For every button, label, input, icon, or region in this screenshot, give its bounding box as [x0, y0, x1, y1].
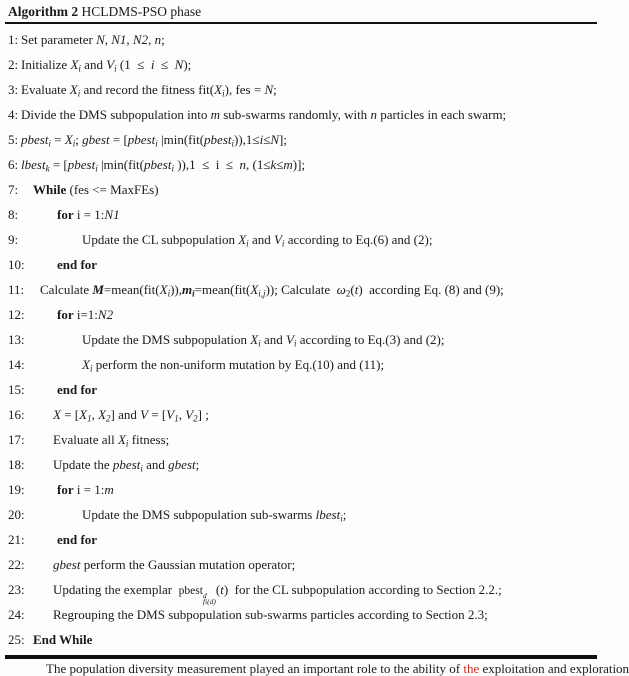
line-number: 24:: [8, 606, 25, 622]
line-content: End While: [33, 631, 93, 647]
algorithm-line-6: [8, 157, 595, 172]
algorithm-line-23: [8, 581, 595, 607]
line-content: for i = 1:N1: [57, 206, 120, 222]
line-content: While (fes <= MaxFEs): [33, 181, 159, 197]
line-number: 22:: [8, 556, 25, 572]
line-content: end for: [57, 256, 98, 272]
algorithm-line-18: [8, 457, 595, 472]
cropped-paragraph: [8, 660, 629, 676]
line-content: end for: [57, 531, 98, 547]
line-content: Divide the DMS subpopulation into m sub-swarms randomly, with n particles in each swarm;: [21, 106, 507, 122]
algorithm-line-5: [8, 132, 595, 147]
line-number: 16:: [8, 406, 25, 422]
line-number: 17:: [8, 431, 25, 447]
algorithm-line-25: [8, 632, 595, 647]
algorithm-line-20: [8, 507, 595, 522]
line-content: pbesti = Xi; gbest = [pbesti |min(fit(pbesti)),1≤i≤N];: [21, 131, 287, 149]
line-content: Evaluate all Xi fitness;: [53, 431, 170, 449]
line-number: 1:: [8, 32, 19, 47]
line-number: 3:: [8, 81, 19, 97]
cropped-paragraph-text: The population diversity measurement played an important role to the ability of the exploitation and exploration: [46, 660, 629, 676]
algorithm-caption: [8, 4, 595, 20]
line-number: 13:: [8, 331, 25, 347]
line-number: 23:: [8, 581, 25, 597]
algorithm-line-4: [8, 107, 595, 122]
algorithm-line-24: [8, 607, 595, 622]
line-number: 7:: [8, 181, 19, 197]
line-content: Set parameter N, N1, N2, n;: [21, 32, 165, 47]
line-number: 4:: [8, 106, 19, 122]
algorithm-line-21: [8, 532, 595, 547]
algorithm-line-19: [8, 482, 595, 497]
line-content: Updating the exemplar pbest d fi(d) (t) for the CL subpopulation according to Section 2.2.;: [53, 581, 502, 607]
line-number: 2:: [8, 56, 19, 72]
line-number: 12:: [8, 306, 25, 322]
line-content: gbest perform the Gaussian mutation operator;: [53, 556, 296, 572]
line-content: lbestk = [pbesti |min(fit(pbesti )),1 ≤ i ≤ n, (1≤k≤m)];: [21, 156, 306, 174]
line-number: 6:: [8, 156, 19, 172]
algorithm-line-14: [8, 357, 595, 372]
algorithm-line-13: [8, 332, 595, 347]
line-content: Calculate M=mean(fit(Xi)),mi=mean(fit(Xi,j)); Calculate ω2(t) according Eq. (8) and (9);: [40, 281, 504, 299]
math-exemplar-term: pbest d fi(d): [178, 584, 216, 607]
algorithm-line-1: [8, 32, 595, 47]
algorithm-line-17: [8, 432, 595, 447]
line-number: 10:: [8, 256, 25, 272]
line-number: 21:: [8, 531, 25, 547]
line-number: 19:: [8, 481, 25, 497]
line-content: for i=1:N2: [57, 306, 114, 322]
line-content: Regrouping the DMS subpopulation sub-swarms particles according to Section 2.3;: [53, 606, 488, 622]
line-number: 14:: [8, 356, 25, 372]
line-content: Initialize Xi and Vi (1 ≤ i ≤ N);: [21, 56, 192, 74]
line-content: end for: [57, 381, 98, 397]
algorithm-body: [8, 24, 595, 646]
algorithm-line-16: [8, 407, 595, 422]
line-content: Update the DMS subpopulation Xi and Vi according to Eq.(3) and (2);: [82, 331, 445, 349]
line-number: 15:: [8, 381, 25, 397]
line-number: 8:: [8, 206, 19, 222]
algorithm-line-7: [8, 182, 595, 197]
line-content: Xi perform the non-uniform mutation by Eq.(10) and (11);: [82, 356, 385, 374]
algorithm-line-12: [8, 307, 595, 322]
line-content: for i = 1:m: [57, 481, 114, 497]
line-content: Update the CL subpopulation Xi and Vi according to Eq.(6) and (2);: [82, 231, 433, 249]
algorithm-line-3: [8, 82, 595, 97]
algorithm-label: Algorithm 2: [8, 4, 79, 19]
line-content: Update the DMS subpopulation sub-swarms lbesti;: [82, 506, 347, 524]
algorithm-line-10: [8, 257, 595, 272]
algorithm-line-2: [8, 57, 595, 72]
algorithm-line-15: [8, 382, 595, 397]
line-number: 25:: [8, 631, 25, 647]
line-number: 5:: [8, 131, 19, 147]
bottom-rule: [5, 655, 597, 659]
line-number: 20:: [8, 506, 25, 522]
line-number: 11:: [8, 281, 25, 297]
algorithm-title: HCLDMS-PSO phase: [78, 4, 202, 19]
algorithm-line-9: [8, 232, 595, 247]
line-content: X = [X1, X2] and V = [V1, V2] ;: [53, 406, 209, 424]
line-number: 9:: [8, 231, 19, 247]
line-number: 18:: [8, 456, 25, 472]
line-content: Update the pbesti and gbest;: [53, 456, 200, 474]
algorithm-line-8: [8, 207, 595, 222]
algorithm-line-11: [8, 282, 595, 297]
line-content: Evaluate Xi and record the fitness fit(Xi), fes = N;: [21, 81, 277, 99]
algorithm-line-22: [8, 557, 595, 572]
